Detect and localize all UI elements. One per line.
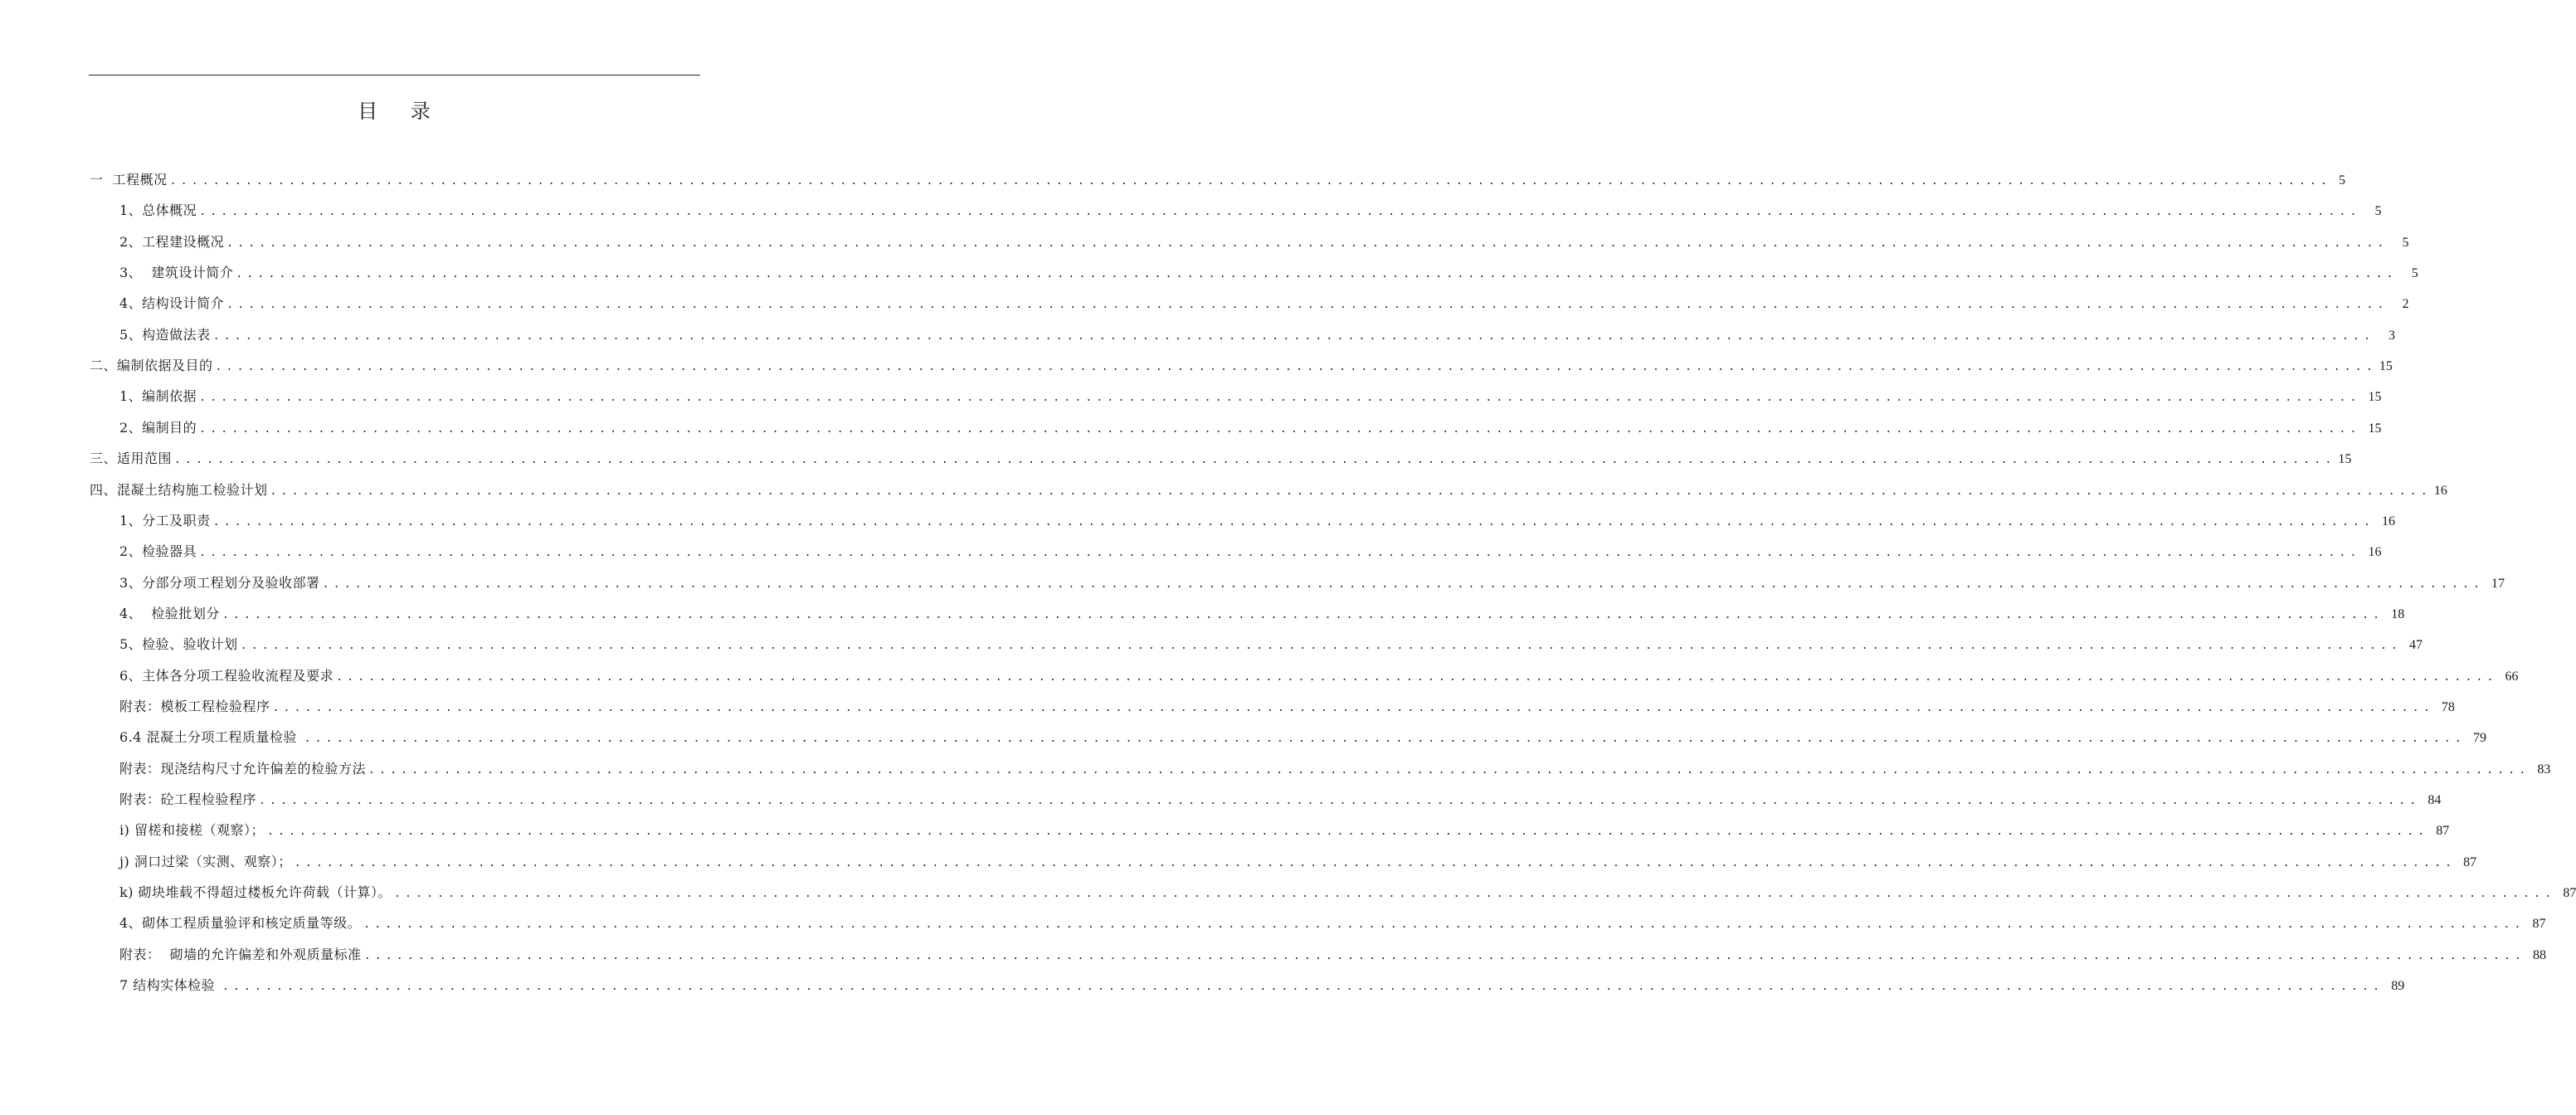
toc-entry-page-number: 17 [2491, 577, 2505, 591]
toc-entry[interactable] [119, 976, 2405, 996]
toc-entry-label: 5、检验、验收计划 [119, 636, 238, 652]
toc-title: 目 录 [358, 100, 444, 123]
toc-entry[interactable] [119, 883, 2576, 903]
dot-leader: ........................................................................................................................................................................................................ [199, 392, 2361, 404]
toc-entry[interactable] [119, 790, 2442, 810]
toc-entry[interactable] [119, 294, 2409, 314]
toc-entry-page-number: 5 [2374, 204, 2382, 218]
dot-leader: ........................................................................................................................................................................................................ [222, 609, 2384, 621]
toc-entry-page-number: 5 [2339, 173, 2346, 187]
toc-entry-page-number: 83 [2537, 762, 2551, 777]
toc-entry-page-number: 16 [2382, 514, 2396, 528]
toc-entry-page-number: 15 [2368, 421, 2382, 436]
toc-entry-label: k) 砌块堆载不得超过楼板允许荷载（计算）。 [119, 884, 392, 900]
dot-leader: ........................................................................................................................................................................................................ [266, 825, 2429, 838]
toc-entry[interactable] [119, 573, 2505, 593]
toc-entry-label: 4、 检验批划分 [119, 606, 220, 621]
toc-entry[interactable] [119, 201, 2382, 221]
toc-entry-page-number: 87 [2532, 917, 2546, 931]
toc-entry-label: 2、检验器具 [119, 543, 197, 559]
toc-entry-page-number: 18 [2391, 607, 2405, 621]
toc-entry[interactable] [119, 232, 2409, 252]
dot-leader: ........................................................................................................................................................................................................ [272, 702, 2434, 714]
toc-entry-page-number: 79 [2472, 731, 2486, 745]
toc-entry[interactable] [119, 511, 2396, 531]
dot-leader: ........................................................................................................................................................................................................ [270, 485, 2432, 498]
toc-entry-page-number: 16 [2368, 545, 2382, 559]
toc-entry[interactable] [90, 356, 2393, 376]
toc-entry-page-number: 16 [2433, 484, 2447, 498]
toc-entry-page-number: 88 [2533, 948, 2547, 962]
toc-entry[interactable] [119, 945, 2547, 965]
toc-entry-label: 4、结构设计简介 [119, 295, 225, 311]
dot-leader: ........................................................................................................................................................................................................ [259, 795, 2421, 807]
toc-entry-label: 三、适用范围 [90, 450, 173, 466]
toc-entry-page-number: 15 [2379, 359, 2393, 373]
dot-leader: ........................................................................................................................................................................................................ [294, 857, 2457, 869]
toc-entry[interactable] [119, 263, 2418, 283]
toc-entry[interactable] [90, 449, 2352, 469]
toc-entry-page-number: 66 [2505, 669, 2519, 684]
toc-entry-label: 6.4 混凝土分项工程质量检验 [119, 729, 302, 745]
dot-leader: ........................................................................................................................................................................................................ [199, 423, 2361, 436]
toc-entry-label: 2、编制目的 [119, 420, 197, 436]
dot-leader: ........................................................................................................................................................................................................ [169, 175, 2332, 187]
toc-entry[interactable] [119, 913, 2546, 933]
dot-leader: ........................................................................................................................................................................................................ [222, 981, 2384, 993]
toc-entry[interactable] [119, 697, 2455, 717]
toc-entry[interactable] [119, 635, 2423, 655]
dot-leader: ........................................................................................................................................................................................................ [236, 268, 2398, 280]
toc-entry-label: 四、混凝土结构施工检验计划 [90, 482, 268, 498]
toc-entry[interactable] [119, 387, 2382, 407]
toc-entry-page-number: 84 [2427, 793, 2442, 807]
toc-entry-page-number: 47 [2409, 638, 2423, 652]
toc-entry[interactable] [119, 852, 2477, 872]
toc-entry-label: 1、总体概况 [119, 202, 197, 218]
dot-leader: ........................................................................................................................................................................................................ [212, 330, 2375, 343]
dot-leader: ........................................................................................................................................................................................................ [368, 764, 2530, 777]
dot-leader: ........................................................................................................................................................................................................ [199, 206, 2361, 218]
toc-entry-label: 1、分工及职责 [119, 513, 211, 528]
toc-entry-label: 附表：现浇结构尺寸允许偏差的检验方法 [119, 761, 367, 777]
toc-entry[interactable] [119, 820, 2450, 840]
toc-entry-label: 二、编制依据及目的 [90, 358, 213, 373]
toc-entry-label: j) 洞口过梁（实测、观察）； [119, 854, 292, 869]
toc-entry-page-number: 87 [2436, 824, 2450, 838]
dot-leader: ........................................................................................................................................................................................................ [363, 950, 2526, 962]
dot-leader: ........................................................................................................................................................................................................ [322, 578, 2485, 591]
toc-entry-label: 5、构造做法表 [119, 327, 211, 343]
toc-entry-label: 3、分部分项工程划分及验收部署 [119, 575, 320, 591]
toc-entry-page-number: 89 [2391, 979, 2405, 993]
toc-entry-page-number: 87 [2563, 886, 2576, 900]
dot-leader: ........................................................................................................................................................................................................ [394, 888, 2556, 900]
toc-entry[interactable] [90, 170, 2346, 190]
toc-entry-page-number: 5 [2402, 236, 2409, 250]
dot-leader: ........................................................................................................................................................................................................ [363, 918, 2525, 931]
toc-entry[interactable] [119, 418, 2382, 438]
toc-entry[interactable] [119, 325, 2396, 345]
dot-leader: ........................................................................................................................................................................................................ [174, 454, 2336, 466]
toc-entry-label: 6、主体各分项工程验收流程及要求 [119, 668, 334, 684]
toc-entry-label: 2、工程建设概况 [119, 234, 225, 250]
toc-entry-page-number: 3 [2389, 329, 2396, 343]
dot-leader: ........................................................................................................................................................................................................ [240, 640, 2403, 652]
toc-entry-page-number: 87 [2463, 855, 2477, 869]
toc-entry[interactable] [119, 542, 2382, 562]
dot-leader: ........................................................................................................................................................................................................ [215, 361, 2377, 373]
dot-leader: ........................................................................................................................................................................................................ [226, 299, 2389, 311]
toc-entry-page-number: 78 [2441, 700, 2455, 714]
toc-entry-label: 1、编制依据 [119, 388, 197, 404]
toc-entry-label: 4、砌体工程质量验评和核定质量等级。 [119, 915, 362, 931]
dot-leader: ........................................................................................................................................................................................................ [336, 671, 2498, 684]
toc-entry-page-number: 15 [2368, 390, 2382, 404]
toc-entry-label: 附表： 砌墙的允许偏差和外观质量标准 [119, 947, 362, 962]
toc-entry[interactable] [119, 728, 2486, 747]
toc-entry-page-number: 15 [2338, 452, 2352, 466]
toc-entry-label: 一 工程概况 [90, 172, 168, 187]
toc-entry[interactable] [119, 604, 2405, 624]
toc-entry-page-number: 2 [2402, 297, 2409, 311]
toc-entry-label: 7 结构实体检验 [119, 977, 220, 993]
toc-entry[interactable] [119, 759, 2551, 779]
dot-leader: ........................................................................................................................................................................................................ [226, 237, 2389, 250]
toc-entry-label: 附表：模板工程检验程序 [119, 699, 270, 714]
toc-entry-label: 附表：砼工程检验程序 [119, 791, 257, 807]
toc-entry-page-number: 5 [2411, 266, 2418, 280]
toc-entry[interactable] [90, 480, 2447, 500]
dot-leader: ........................................................................................................................................................................................................ [199, 547, 2361, 559]
dot-leader: ........................................................................................................................................................................................................ [304, 733, 2466, 745]
toc-entry[interactable] [119, 666, 2519, 686]
toc-entry-label: 3、 建筑设计简介 [119, 265, 234, 280]
toc-entry-label: i) 留槎和接槎（观察）； [119, 822, 265, 838]
dot-leader: ........................................................................................................................................................................................................ [212, 516, 2375, 528]
